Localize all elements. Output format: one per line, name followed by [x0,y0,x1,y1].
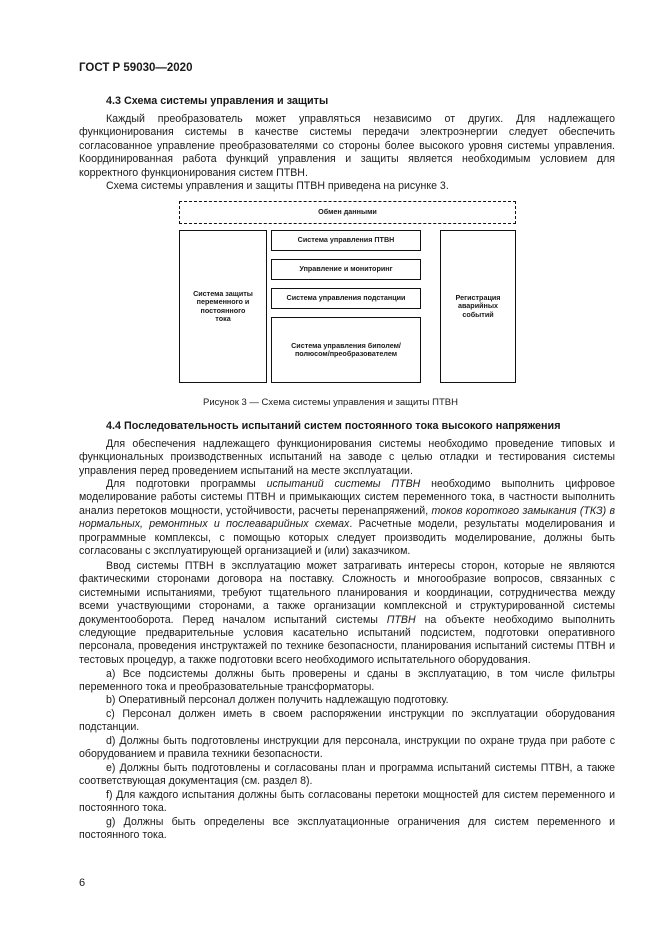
data-exchange-label: Обмен данными [318,207,377,217]
event-recording-box [440,230,516,383]
text-run: . Расчетные модели, результаты моделирования и программные комплексы, с помощью которых следует производить моделирование, должны быть согласованы с эксплуатирующей организацией и (или) заказчиком. [79,518,615,558]
text-run: необходимо выполнить цифровое моделирование работы системы ПТВН и примыкающих систем переменного тока, в частности выполнить анализ перетоков мощности, устойчивости, расчеты перенапряжений, [79,478,615,517]
list-item: g) Должны быть определены все эксплуатационные ограничения для систем переменного и постоянного тока. [79,816,615,842]
figure-caption: Рисунок 3 — Схема системы управления и защиты ПТВН [203,397,458,408]
page-header: ГОСТ Р 59030—2020 [79,62,193,74]
substation-control-label: Система управления подстанции [286,293,406,303]
bipole-control-box [271,317,421,383]
control-monitoring-label: Управление и мониторинг [299,264,393,274]
ptvn-control-box [271,230,421,251]
paragraph: Схема системы управления и защиты ПТВН приведена на рисунке 3. [106,180,449,192]
text-run: на объекте необходимо выполнить следующие предварительные условия касательно испытаний подсистем, подготовки оперативного персонала, проведения инструктажей по технике безопасности, планирования испытаний системы ПТВН и тестовых процедур, а также подготовки всего необходимого испытательного оборудования. [79,613,615,666]
section-4-3-title: 4.3 Схема системы управления и защиты [106,95,329,107]
paragraph: Для обеспечения надлежащего функционирования системы необходимо проведение типовых и функциональных производственных испытаний на заводе с целью отладки и тестирования системы управления перед проведением испытаний на месте эксплуатации. [79,438,615,477]
section-4-4-title: 4.4 Последовательность испытаний систем постоянного тока высокого напряжения [106,420,561,432]
paragraph: Каждый преобразователь может управляться независимо от других. Для надлежащего функционирования системы в качестве системы передачи электроэнергии следует обеспечить согласованное управление преобразователями со стороны более высокого уровня системы управления. Координированная работа функций управления и защиты является необходимым условием для корректного функционирования систем ПТВН. [79,113,615,179]
list-item: e) Должны быть подготовлены и согласованы план и программа испытаний системы ПТВН, а также соответствующая документация (см. раздел 8). [79,762,615,788]
text-run-italic: ПТВН [386,613,416,626]
substation-control-box [271,288,421,309]
list-item: f) Для каждого испытания должны быть согласованы перетоки мощностей для систем переменного и постоянного тока. [79,789,615,815]
protection-system-box [179,230,267,383]
control-monitoring-box [271,259,421,280]
text-run: Для подготовки программы [106,478,267,490]
page-number: 6 [79,877,86,889]
ptvn-control-label: Система управления ПТВН [297,235,395,245]
data-exchange-box [179,201,516,224]
protection-system-label: Система защиты переменного и постоянного тока [193,288,253,323]
bipole-control-label: Система управления биполем/ полюсом/преобразователем [291,340,401,358]
text-run-italic: токов короткого замыкания (ТКЗ) в нормальных, ремонтных и послеаварийных схемах [79,504,615,531]
event-recording-label: Регистрация аварийных событий [455,292,501,319]
list-item: d) Должны быть подготовлены инструкции для персонала, инструкции по охране труда при работе с оборудованием и правила техники безопасности. [79,735,615,761]
text-run-italic: испытаний системы ПТВН [266,478,421,490]
list-item: b) Оперативный персонал должен получить надлежащую подготовку. [106,694,449,706]
paragraph [79,560,615,667]
paragraph [79,478,615,558]
list-item: a) Все подсистемы должны быть проверены и сданы в эксплуатацию, в том числе фильтры переменного тока и преобразовательные трансформаторы. [79,668,615,694]
list-item: c) Персонал должен иметь в своем распоряжении инструкции по эксплуатации оборудования подстанции. [79,708,615,734]
text-run: Ввод системы ПТВН в эксплуатацию может затрагивать интересы сторон, которые не являются фактическими сторонами договора на поставку. Сложность и многообразие вопросов, связанных с системными испытаниями, требуют тщательного планирования и координации, сотрудничества между всеми участвующими сторонами, а также организации комплексной и структурированной системы документооборота. Перед началом испытаний системы [79,560,615,626]
